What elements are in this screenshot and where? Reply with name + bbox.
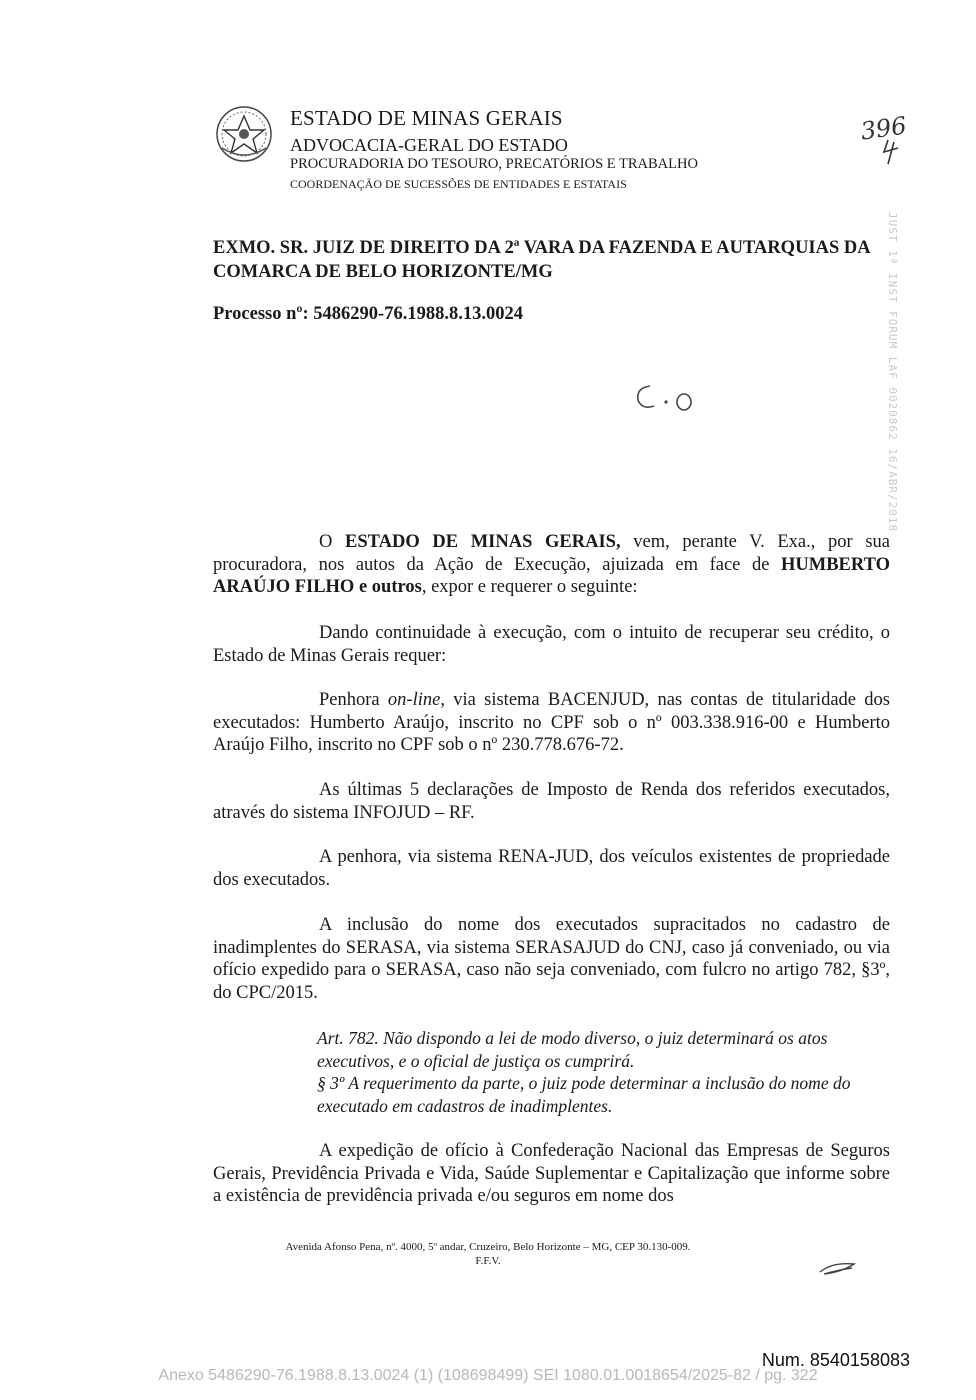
renajud-paragraph: A penhora, via sistema RENA-JUD, dos veículos existentes de propriedade dos executados. [213,847,890,890]
header-state: ESTADO DE MINAS GERAIS [290,106,563,130]
header-coordination: COORDENAÇÃO DE SUCESSÕES DE ENTIDADES E ESTATAIS [290,177,627,191]
handwritten-note [630,378,700,418]
header-department: PROCURADORIA DO TESOURO, PRECATÓRIOS E TRABALHO [290,156,698,172]
intro-paragraph: O ESTADO DE MINAS GERAIS, vem, perante V. Exa., por sua procuradora, nos autos da Ação de Execução, ajuizada em face de HUMBERTO ARAÚJO FILHO e outros, expor e requerer o seguinte: [213,532,890,597]
serasa-paragraph: A inclusão do nome dos executados supracitados no cadastro de inadimplentes do SERASA, via sistema SERASAJUD do CNJ, caso já conveniado, ou via ofício expedido para o SERASA, caso não seja conveniado, com fulcro no artigo 782, §3º, do CPC/2015. [213,915,890,1003]
addressee: EXMO. SR. JUIZ DE DIREITO DA 2ª VARA DA FAZENDA E AUTARQUIAS DA COMARCA DE BELO HORIZONTE/MG [213,238,870,282]
footer-initials: F.F.V. [475,1255,501,1267]
process-number: Processo nº: 5486290-76.1988.8.13.0024 [213,304,523,324]
penhora-paragraph: Penhora on-line, via sistema BACENJUD, nas contas de titularidade dos executados: Humberto Araújo, inscrito no CPF sob o nº 003.338.916-00 e Humberto Araújo Filho, inscrito no CPF sob o nº 230.778.676-72. [213,690,890,755]
cnseg-paragraph: A expedição de ofício à Confederação Nacional das Empresas de Seguros Gerais, Previdência Privada e Vida, Saúde Suplementar e Capitalização que informe sobre a existência de previdência privada e/ou seguros em nome dos [213,1141,890,1206]
footer-address: Avenida Afonso Pena, nº. 4000, 5º andar, Cruzeiro, Belo Horizonte – MG, CEP 30.130-009. [285,1241,691,1253]
rubric-signature [818,1258,858,1278]
annex-reference: Anexo 5486290-76.1988.8.13.0024 (1) (108698499) SEI 1080.01.0018654/2025-82 / pg. 322 [158,1367,818,1384]
defendant-name: HUMBERTO ARAÚJO FILHO e outros [213,554,890,597]
income-tax-paragraph: As últimas 5 declarações de Imposto de Renda dos referidos executados, através do sistema INFOJUD – RF. [213,780,890,823]
folio-text: 396 [858,111,909,146]
handwritten-folio-number [858,108,918,168]
law-quote-paragraph: § 3º A requerimento da parte, o juiz pode determinar a inclusão do nome do executado em cadastros de inadimplentes. [317,1073,851,1116]
state-name: ESTADO DE MINAS GERAIS, [345,532,621,552]
document-number: Num. 8540158083 [761,1350,910,1370]
law-quote-article: Art. 782. Não dispondo a lei de modo diverso, o juiz determinará os atos executivos, e o oficial de justiça os cumprirá. [317,1028,828,1071]
header-agency: ADVOCACIA-GERAL DO ESTADO [290,135,568,155]
coat-of-arms-icon [214,104,274,164]
continuity-paragraph: Dando continuidade à execução, com o intuito de recuperar seu crédito, o Estado de Minas Gerais requer: [213,623,890,666]
protocol-stamp: JUST 1ª INST FORUM LAF 0020862 16/ABR/2018 [886,212,899,533]
